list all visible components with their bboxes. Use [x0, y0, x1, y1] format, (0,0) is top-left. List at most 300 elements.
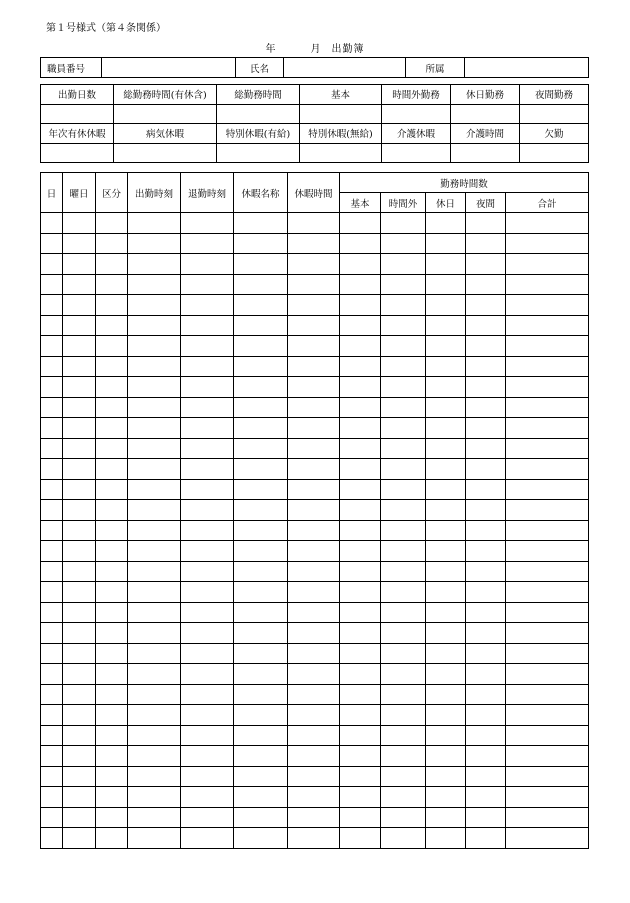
daily-cell[interactable]	[128, 684, 181, 705]
daily-cell[interactable]	[381, 356, 426, 377]
daily-cell[interactable]	[181, 541, 234, 562]
daily-cell[interactable]	[381, 459, 426, 480]
daily-cell[interactable]	[426, 479, 466, 500]
daily-cell[interactable]	[466, 684, 506, 705]
daily-cell[interactable]	[234, 807, 288, 828]
daily-cell[interactable]	[63, 705, 96, 726]
daily-cell[interactable]	[63, 418, 96, 439]
daily-cell[interactable]	[340, 356, 381, 377]
daily-cell[interactable]	[234, 561, 288, 582]
daily-cell[interactable]	[506, 479, 589, 500]
daily-cell[interactable]	[466, 479, 506, 500]
daily-cell[interactable]	[63, 500, 96, 521]
daily-cell[interactable]	[181, 684, 234, 705]
daily-cell[interactable]	[506, 705, 589, 726]
daily-cell[interactable]	[41, 500, 63, 521]
daily-cell[interactable]	[426, 336, 466, 357]
daily-cell[interactable]	[340, 807, 381, 828]
daily-cell[interactable]	[288, 725, 340, 746]
daily-cell[interactable]	[340, 705, 381, 726]
daily-cell[interactable]	[41, 725, 63, 746]
daily-cell[interactable]	[96, 233, 128, 254]
daily-cell[interactable]	[426, 500, 466, 521]
daily-cell[interactable]	[41, 684, 63, 705]
daily-cell[interactable]	[96, 356, 128, 377]
daily-cell[interactable]	[466, 336, 506, 357]
daily-cell[interactable]	[506, 315, 589, 336]
daily-cell[interactable]	[466, 541, 506, 562]
daily-cell[interactable]	[426, 213, 466, 234]
daily-cell[interactable]	[41, 705, 63, 726]
daily-cell[interactable]	[128, 213, 181, 234]
daily-cell[interactable]	[340, 725, 381, 746]
daily-cell[interactable]	[340, 520, 381, 541]
daily-cell[interactable]	[234, 500, 288, 521]
daily-cell[interactable]	[128, 397, 181, 418]
daily-cell[interactable]	[96, 479, 128, 500]
daily-cell[interactable]	[340, 336, 381, 357]
daily-cell[interactable]	[181, 274, 234, 295]
daily-cell[interactable]	[381, 705, 426, 726]
daily-cell[interactable]	[63, 438, 96, 459]
daily-cell[interactable]	[234, 418, 288, 439]
daily-cell[interactable]	[288, 397, 340, 418]
daily-cell[interactable]	[63, 254, 96, 275]
daily-cell[interactable]	[340, 684, 381, 705]
daily-cell[interactable]	[181, 664, 234, 685]
daily-cell[interactable]	[96, 500, 128, 521]
daily-cell[interactable]	[41, 766, 63, 787]
daily-cell[interactable]	[381, 643, 426, 664]
daily-cell[interactable]	[63, 664, 96, 685]
daily-cell[interactable]	[41, 746, 63, 767]
daily-cell[interactable]	[340, 746, 381, 767]
daily-cell[interactable]	[506, 582, 589, 603]
daily-cell[interactable]	[381, 725, 426, 746]
daily-cell[interactable]	[234, 397, 288, 418]
daily-cell[interactable]	[340, 418, 381, 439]
daily-cell[interactable]	[506, 397, 589, 418]
daily-cell[interactable]	[128, 541, 181, 562]
daily-cell[interactable]	[466, 807, 506, 828]
daily-cell[interactable]	[96, 438, 128, 459]
daily-cell[interactable]	[63, 397, 96, 418]
daily-cell[interactable]	[181, 397, 234, 418]
daily-cell[interactable]	[234, 295, 288, 316]
daily-cell[interactable]	[63, 684, 96, 705]
daily-cell[interactable]	[506, 500, 589, 521]
daily-cell[interactable]	[234, 213, 288, 234]
daily-cell[interactable]	[506, 356, 589, 377]
daily-cell[interactable]	[128, 746, 181, 767]
daily-cell[interactable]	[96, 623, 128, 644]
daily-cell[interactable]	[96, 295, 128, 316]
daily-cell[interactable]	[381, 500, 426, 521]
daily-cell[interactable]	[506, 418, 589, 439]
daily-cell[interactable]	[466, 254, 506, 275]
daily-cell[interactable]	[234, 356, 288, 377]
daily-cell[interactable]	[181, 725, 234, 746]
daily-cell[interactable]	[96, 315, 128, 336]
daily-cell[interactable]	[426, 254, 466, 275]
daily-cell[interactable]	[128, 315, 181, 336]
daily-cell[interactable]	[96, 746, 128, 767]
daily-cell[interactable]	[381, 479, 426, 500]
daily-cell[interactable]	[234, 664, 288, 685]
name-field[interactable]	[284, 58, 406, 78]
daily-cell[interactable]	[128, 643, 181, 664]
daily-cell[interactable]	[288, 684, 340, 705]
daily-cell[interactable]	[426, 623, 466, 644]
daily-cell[interactable]	[466, 561, 506, 582]
daily-cell[interactable]	[128, 274, 181, 295]
daily-cell[interactable]	[181, 213, 234, 234]
daily-cell[interactable]	[128, 254, 181, 275]
daily-cell[interactable]	[340, 315, 381, 336]
daily-cell[interactable]	[41, 459, 63, 480]
daily-cell[interactable]	[426, 787, 466, 808]
daily-cell[interactable]	[234, 541, 288, 562]
summary-field[interactable]	[41, 104, 114, 124]
daily-cell[interactable]	[340, 459, 381, 480]
daily-cell[interactable]	[96, 787, 128, 808]
daily-cell[interactable]	[41, 438, 63, 459]
daily-cell[interactable]	[41, 274, 63, 295]
daily-cell[interactable]	[234, 520, 288, 541]
daily-cell[interactable]	[41, 233, 63, 254]
daily-cell[interactable]	[41, 664, 63, 685]
daily-cell[interactable]	[381, 213, 426, 234]
daily-cell[interactable]	[381, 541, 426, 562]
daily-cell[interactable]	[128, 438, 181, 459]
daily-cell[interactable]	[466, 828, 506, 849]
daily-cell[interactable]	[340, 766, 381, 787]
daily-cell[interactable]	[506, 787, 589, 808]
daily-cell[interactable]	[381, 254, 426, 275]
daily-cell[interactable]	[426, 807, 466, 828]
daily-cell[interactable]	[381, 520, 426, 541]
daily-cell[interactable]	[41, 807, 63, 828]
daily-cell[interactable]	[181, 787, 234, 808]
daily-cell[interactable]	[381, 295, 426, 316]
daily-cell[interactable]	[41, 541, 63, 562]
daily-cell[interactable]	[96, 725, 128, 746]
daily-cell[interactable]	[381, 787, 426, 808]
daily-cell[interactable]	[340, 643, 381, 664]
daily-cell[interactable]	[96, 561, 128, 582]
daily-cell[interactable]	[340, 500, 381, 521]
daily-cell[interactable]	[288, 705, 340, 726]
daily-cell[interactable]	[63, 233, 96, 254]
daily-cell[interactable]	[128, 356, 181, 377]
daily-cell[interactable]	[426, 520, 466, 541]
daily-cell[interactable]	[41, 295, 63, 316]
daily-cell[interactable]	[426, 705, 466, 726]
daily-cell[interactable]	[181, 561, 234, 582]
daily-cell[interactable]	[506, 623, 589, 644]
daily-cell[interactable]	[426, 315, 466, 336]
daily-cell[interactable]	[234, 479, 288, 500]
daily-cell[interactable]	[288, 315, 340, 336]
daily-cell[interactable]	[340, 541, 381, 562]
daily-cell[interactable]	[426, 725, 466, 746]
daily-cell[interactable]	[234, 459, 288, 480]
daily-cell[interactable]	[506, 561, 589, 582]
daily-cell[interactable]	[96, 213, 128, 234]
daily-cell[interactable]	[288, 295, 340, 316]
daily-cell[interactable]	[181, 582, 234, 603]
daily-cell[interactable]	[181, 254, 234, 275]
daily-cell[interactable]	[234, 623, 288, 644]
daily-cell[interactable]	[426, 295, 466, 316]
daily-cell[interactable]	[426, 828, 466, 849]
daily-cell[interactable]	[466, 315, 506, 336]
daily-cell[interactable]	[181, 746, 234, 767]
daily-cell[interactable]	[426, 746, 466, 767]
daily-cell[interactable]	[288, 664, 340, 685]
daily-cell[interactable]	[63, 746, 96, 767]
daily-cell[interactable]	[340, 254, 381, 275]
daily-cell[interactable]	[63, 459, 96, 480]
daily-cell[interactable]	[63, 520, 96, 541]
daily-cell[interactable]	[181, 233, 234, 254]
daily-cell[interactable]	[381, 807, 426, 828]
daily-cell[interactable]	[466, 274, 506, 295]
daily-cell[interactable]	[340, 561, 381, 582]
daily-cell[interactable]	[181, 479, 234, 500]
daily-cell[interactable]	[288, 520, 340, 541]
daily-cell[interactable]	[506, 377, 589, 398]
daily-cell[interactable]	[426, 541, 466, 562]
daily-cell[interactable]	[466, 213, 506, 234]
daily-cell[interactable]	[181, 336, 234, 357]
daily-cell[interactable]	[128, 561, 181, 582]
daily-cell[interactable]	[181, 418, 234, 439]
daily-cell[interactable]	[96, 459, 128, 480]
daily-cell[interactable]	[63, 787, 96, 808]
daily-cell[interactable]	[381, 664, 426, 685]
daily-cell[interactable]	[381, 274, 426, 295]
summary-field[interactable]	[217, 104, 300, 124]
daily-cell[interactable]	[41, 623, 63, 644]
daily-cell[interactable]	[41, 213, 63, 234]
daily-cell[interactable]	[181, 705, 234, 726]
daily-cell[interactable]	[506, 438, 589, 459]
daily-cell[interactable]	[234, 274, 288, 295]
daily-cell[interactable]	[181, 828, 234, 849]
daily-cell[interactable]	[63, 582, 96, 603]
daily-cell[interactable]	[466, 664, 506, 685]
daily-cell[interactable]	[288, 500, 340, 521]
summary-field[interactable]	[382, 104, 451, 124]
daily-cell[interactable]	[506, 602, 589, 623]
daily-cell[interactable]	[288, 336, 340, 357]
daily-cell[interactable]	[96, 684, 128, 705]
daily-cell[interactable]	[63, 356, 96, 377]
daily-cell[interactable]	[466, 233, 506, 254]
daily-cell[interactable]	[426, 397, 466, 418]
daily-cell[interactable]	[381, 397, 426, 418]
daily-cell[interactable]	[128, 418, 181, 439]
summary-field[interactable]	[451, 104, 520, 124]
daily-cell[interactable]	[466, 643, 506, 664]
daily-cell[interactable]	[381, 418, 426, 439]
daily-cell[interactable]	[96, 582, 128, 603]
daily-cell[interactable]	[340, 274, 381, 295]
daily-cell[interactable]	[340, 582, 381, 603]
daily-cell[interactable]	[288, 459, 340, 480]
daily-cell[interactable]	[506, 233, 589, 254]
daily-cell[interactable]	[234, 315, 288, 336]
daily-cell[interactable]	[506, 541, 589, 562]
dept-field[interactable]	[465, 58, 589, 78]
daily-cell[interactable]	[288, 213, 340, 234]
daily-cell[interactable]	[63, 602, 96, 623]
summary-field[interactable]	[300, 143, 382, 163]
daily-cell[interactable]	[340, 233, 381, 254]
daily-cell[interactable]	[506, 336, 589, 357]
daily-cell[interactable]	[234, 233, 288, 254]
summary-field[interactable]	[451, 143, 520, 163]
daily-cell[interactable]	[381, 438, 426, 459]
daily-cell[interactable]	[466, 500, 506, 521]
daily-cell[interactable]	[466, 459, 506, 480]
daily-cell[interactable]	[128, 295, 181, 316]
daily-cell[interactable]	[63, 315, 96, 336]
daily-cell[interactable]	[340, 623, 381, 644]
summary-field[interactable]	[217, 143, 300, 163]
daily-cell[interactable]	[506, 684, 589, 705]
daily-cell[interactable]	[466, 787, 506, 808]
daily-cell[interactable]	[63, 561, 96, 582]
daily-cell[interactable]	[128, 582, 181, 603]
daily-cell[interactable]	[181, 602, 234, 623]
daily-cell[interactable]	[381, 582, 426, 603]
daily-cell[interactable]	[288, 377, 340, 398]
daily-cell[interactable]	[506, 643, 589, 664]
daily-cell[interactable]	[96, 705, 128, 726]
daily-cell[interactable]	[234, 766, 288, 787]
daily-cell[interactable]	[63, 541, 96, 562]
daily-cell[interactable]	[96, 377, 128, 398]
daily-cell[interactable]	[41, 520, 63, 541]
daily-cell[interactable]	[288, 582, 340, 603]
daily-cell[interactable]	[181, 438, 234, 459]
daily-cell[interactable]	[466, 705, 506, 726]
daily-cell[interactable]	[181, 766, 234, 787]
daily-cell[interactable]	[466, 582, 506, 603]
daily-cell[interactable]	[128, 766, 181, 787]
daily-cell[interactable]	[506, 766, 589, 787]
daily-cell[interactable]	[340, 295, 381, 316]
daily-cell[interactable]	[381, 233, 426, 254]
daily-cell[interactable]	[41, 582, 63, 603]
staff-no-field[interactable]	[102, 58, 236, 78]
daily-cell[interactable]	[234, 438, 288, 459]
daily-cell[interactable]	[41, 828, 63, 849]
daily-cell[interactable]	[128, 602, 181, 623]
daily-cell[interactable]	[426, 684, 466, 705]
daily-cell[interactable]	[466, 295, 506, 316]
daily-cell[interactable]	[466, 602, 506, 623]
daily-cell[interactable]	[506, 459, 589, 480]
daily-cell[interactable]	[234, 787, 288, 808]
daily-cell[interactable]	[234, 828, 288, 849]
daily-cell[interactable]	[426, 274, 466, 295]
daily-cell[interactable]	[426, 459, 466, 480]
daily-cell[interactable]	[288, 479, 340, 500]
daily-cell[interactable]	[426, 643, 466, 664]
daily-cell[interactable]	[340, 377, 381, 398]
daily-cell[interactable]	[381, 336, 426, 357]
daily-cell[interactable]	[340, 787, 381, 808]
daily-cell[interactable]	[288, 787, 340, 808]
daily-cell[interactable]	[234, 582, 288, 603]
daily-cell[interactable]	[96, 520, 128, 541]
daily-cell[interactable]	[340, 479, 381, 500]
daily-cell[interactable]	[288, 418, 340, 439]
daily-cell[interactable]	[96, 643, 128, 664]
daily-cell[interactable]	[288, 254, 340, 275]
daily-cell[interactable]	[181, 459, 234, 480]
daily-cell[interactable]	[381, 623, 426, 644]
daily-cell[interactable]	[63, 274, 96, 295]
daily-cell[interactable]	[41, 602, 63, 623]
daily-cell[interactable]	[128, 664, 181, 685]
daily-cell[interactable]	[234, 725, 288, 746]
daily-cell[interactable]	[128, 336, 181, 357]
daily-cell[interactable]	[506, 807, 589, 828]
daily-cell[interactable]	[41, 336, 63, 357]
daily-cell[interactable]	[63, 213, 96, 234]
daily-cell[interactable]	[426, 664, 466, 685]
summary-field[interactable]	[114, 143, 217, 163]
daily-cell[interactable]	[340, 438, 381, 459]
daily-cell[interactable]	[381, 766, 426, 787]
daily-cell[interactable]	[96, 254, 128, 275]
daily-cell[interactable]	[381, 828, 426, 849]
daily-cell[interactable]	[63, 479, 96, 500]
daily-cell[interactable]	[234, 684, 288, 705]
daily-cell[interactable]	[181, 377, 234, 398]
daily-cell[interactable]	[128, 377, 181, 398]
daily-cell[interactable]	[181, 295, 234, 316]
daily-cell[interactable]	[128, 520, 181, 541]
daily-cell[interactable]	[340, 602, 381, 623]
summary-field[interactable]	[41, 143, 114, 163]
daily-cell[interactable]	[41, 418, 63, 439]
daily-cell[interactable]	[381, 561, 426, 582]
summary-field[interactable]	[382, 143, 451, 163]
daily-cell[interactable]	[506, 746, 589, 767]
daily-cell[interactable]	[96, 807, 128, 828]
daily-cell[interactable]	[506, 520, 589, 541]
daily-cell[interactable]	[466, 746, 506, 767]
daily-cell[interactable]	[234, 643, 288, 664]
daily-cell[interactable]	[63, 623, 96, 644]
daily-cell[interactable]	[63, 377, 96, 398]
daily-cell[interactable]	[128, 233, 181, 254]
daily-cell[interactable]	[128, 479, 181, 500]
daily-cell[interactable]	[41, 254, 63, 275]
daily-cell[interactable]	[340, 664, 381, 685]
daily-cell[interactable]	[63, 807, 96, 828]
daily-cell[interactable]	[96, 766, 128, 787]
summary-field[interactable]	[520, 104, 589, 124]
summary-field[interactable]	[300, 104, 382, 124]
daily-cell[interactable]	[41, 561, 63, 582]
daily-cell[interactable]	[128, 500, 181, 521]
